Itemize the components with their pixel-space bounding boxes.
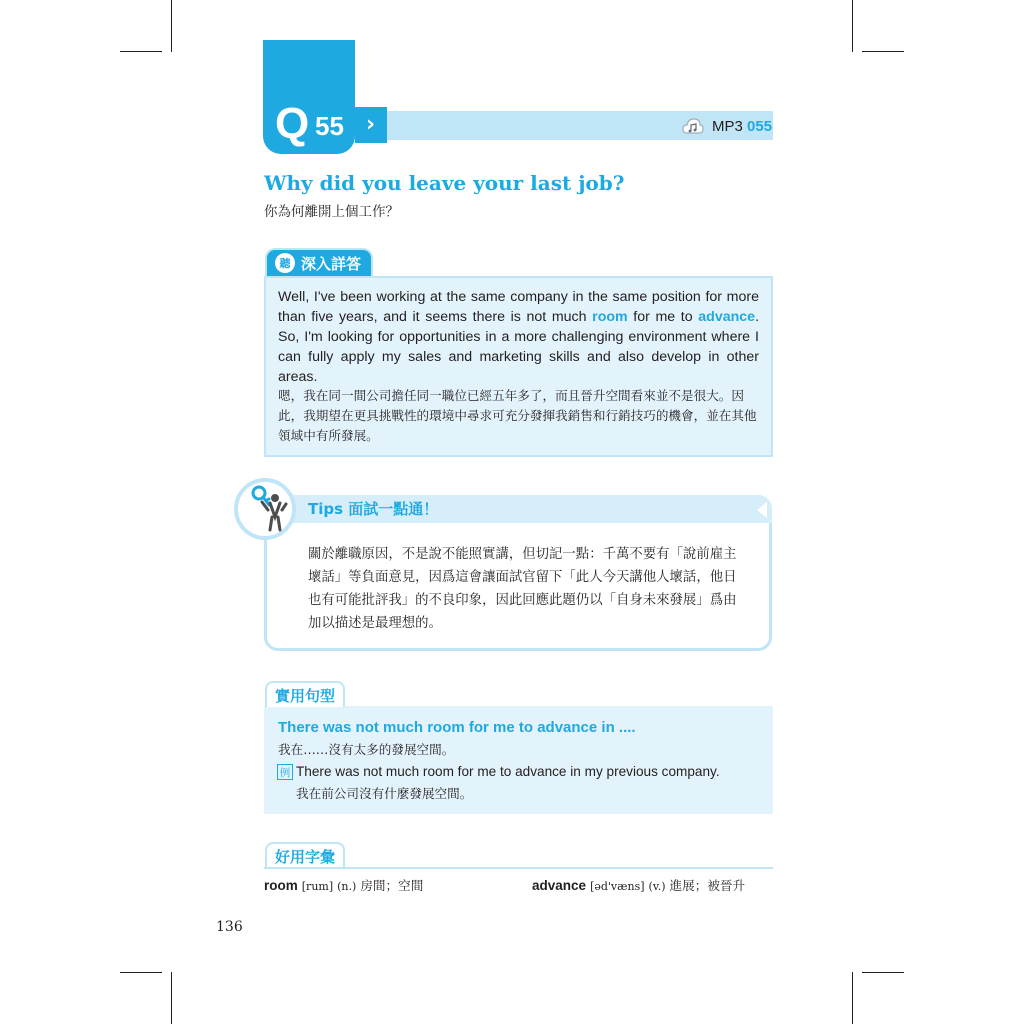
crop-mark — [852, 0, 853, 52]
vocab-meaning: 房間；空間 — [360, 878, 424, 893]
pattern-chinese: 我在……沒有太多的發展空間。 — [278, 742, 455, 757]
answer-text: Well, I've been working at the same company in the same position for more than five years, and it seems there is not much — [278, 289, 759, 325]
vocab-meaning: 進展；被晉升 — [669, 878, 746, 893]
audio-cloud-icon[interactable] — [682, 116, 704, 136]
listen-icon: 聽 — [275, 253, 295, 273]
vocabulary-label: 好用字彙 — [275, 847, 336, 866]
mp3-track-label — [712, 118, 772, 136]
crop-mark — [171, 0, 172, 52]
question-english: Why did you leave your last job? — [264, 171, 625, 195]
answer-text: . So, I'm looking for opportunities in a more challenging environment where I can fully apply my sales and marketing skills and also develop in other areas. — [278, 309, 760, 385]
key-person-icon — [242, 484, 290, 534]
question-chinese: 你為何離開上個工作？ — [264, 204, 399, 220]
crop-mark — [852, 972, 853, 1024]
answer-chinese: 嗯，我在同一間公司擔任同一職位已經五年多了，而且晉升空間看來並不是很大。因此，我期望在更具挑戰性的環境中尋求可充分發揮我銷售和行銷技巧的機會，並在其他領域中有所發展。 — [278, 388, 757, 443]
answer-english — [278, 287, 759, 387]
crop-mark — [120, 972, 162, 973]
page-number: 136 — [216, 919, 243, 935]
vocab-ipa: [əd'væns] — [590, 880, 645, 893]
example-chinese: 我在前公司沒有什麼發展空間。 — [296, 786, 473, 801]
tips-notch — [757, 502, 767, 518]
mp3-text: MP3 — [712, 118, 743, 135]
crop-mark — [171, 972, 172, 1024]
example-english: There was not much room for me to advance in my previous company. — [296, 764, 720, 779]
pattern-label: 實用句型 — [275, 686, 336, 705]
vocabulary-rule — [264, 867, 773, 869]
tips-title: Tips 面試一點通！ — [308, 500, 439, 518]
crop-mark — [120, 51, 162, 52]
vocab-word: advance — [532, 878, 587, 893]
vocabulary-item-room — [264, 877, 423, 896]
vocab-pos: (n.) — [337, 880, 357, 893]
highlight-advance: advance — [698, 309, 756, 325]
pattern-label-tab — [265, 681, 345, 707]
pattern-english: There was not much room for me to advance in .... — [278, 719, 636, 736]
mp3-number: 055 — [747, 118, 773, 135]
tips-body: 關於離職原因，不是說不能照實講，但切記一點：千萬不要有「說前雇主壞話」等負面意見，因爲這會讓面試官留下「此人今天講他人壞話，他日也有可能批評我」的不良印象，因此回應此題仍以「自身未來發展」爲由加以描述是最理想的。 — [308, 547, 737, 631]
vocabulary-label-tab — [265, 842, 345, 868]
crop-mark — [862, 51, 904, 52]
vocab-pos: (v.) — [648, 880, 666, 893]
vocab-word: room — [264, 878, 298, 893]
highlight-room: room — [592, 309, 628, 325]
question-number: 55 — [315, 111, 344, 141]
question-letter: Q — [275, 99, 310, 148]
answer-text: for me to — [627, 309, 699, 325]
example-marker: 例 — [277, 764, 293, 780]
answer-label: 深入詳答 — [301, 254, 362, 273]
vocab-ipa: [rum] — [301, 880, 334, 893]
crop-mark — [862, 972, 904, 973]
chevron-right-icon: › — [366, 112, 376, 137]
vocabulary-item-advance — [532, 877, 745, 896]
answer-label-tab — [265, 248, 373, 276]
